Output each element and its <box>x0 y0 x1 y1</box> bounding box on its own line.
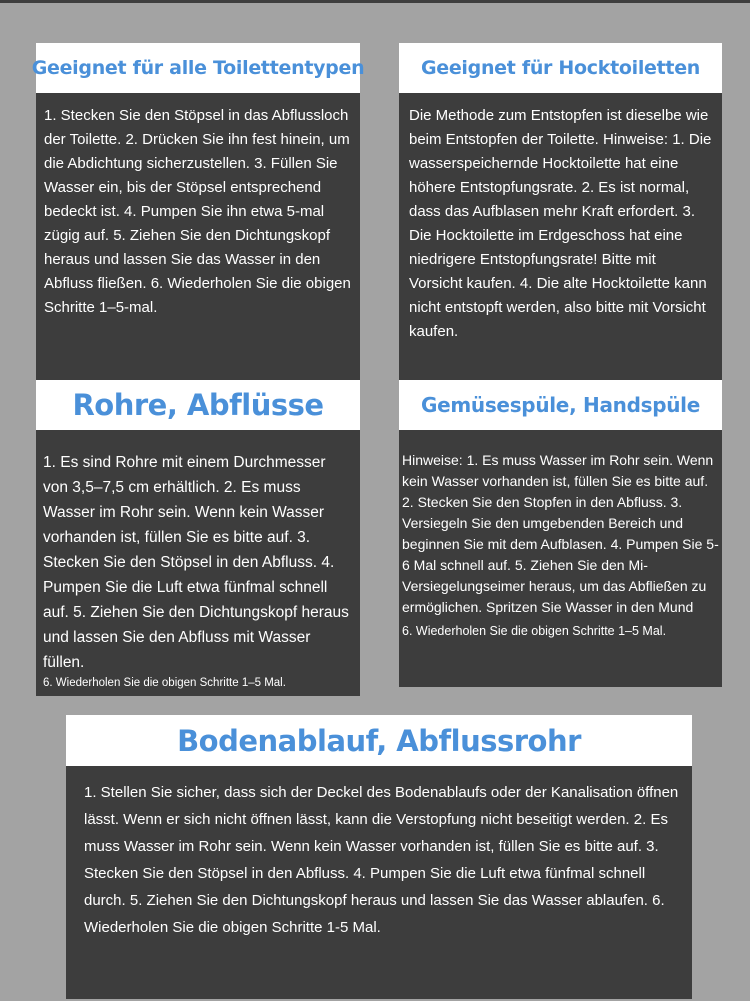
card-instructions: Hinweise: 1. Es muss Wasser im Rohr sein. Wenn kein Wasser vorhanden ist, füllen Sie es bitte auf. 2. Stecken Sie den Stopfen in den Abfluss. 3. Versiegeln Sie den umgebenden Bereich und beginnen Sie mit dem Aufblasen. 4. Pumpen Sie 5-6 Mal schnell auf. 5. Ziehen Sie den Mi-Versiegelungseimer heraus, um das Abfließen zu ermöglichen. Spritzen Sie Wasser in den Mund <box>402 452 719 615</box>
card-body <box>399 430 722 687</box>
card-title: Rohre, Abflüsse <box>36 380 360 430</box>
card-instructions: Die Methode zum Entstopfen ist dieselbe wie beim Entstopfen der Toilette. Hinweise: 1. Die wasserspeichernde Hocktoilette hat eine höhere Entstopfungsrate. 2. Es ist normal, dass das Aufblasen mehr Kraft erfordert. 3. Die Hocktoilette im Erdgeschoss hat eine niedrigere Entstopfungsrate! Bitte mit Vorsicht kaufen. 4. Die alte Hocktoilette kann nicht entstopft werden, also bitte mit Vorsicht kaufen. <box>409 107 712 340</box>
card-instructions: 1. Stecken Sie den Stöpsel in das Abflussloch der Toilette. 2. Drücken Sie ihn fest hinein, um die Abdichtung sicherzustellen. 3. Füllen Sie Wasser ein, bis der Stöpsel entsprechend bedeckt ist. 4. Pumpen Sie ihn etwa 5-mal zügig auf. 5. Ziehen Sie den Dichtungskopf heraus und lassen Sie das Wasser in den Abfluss fließen. 6. Wiederholen Sie die obigen Schritte 1–5-mal. <box>44 107 351 316</box>
card-instructions: 1. Es sind Rohre mit einem Durchmesser von 3,5–7,5 cm erhältlich. 2. Es muss Wasser im Rohr sein. Wenn kein Wasser vorhanden ist, füllen Sie es bitte auf. 3. Stecken Sie den Stöpsel in den Abfluss. 4. Pumpen Sie die Luft etwa fünfmal schnell auf. 5. Ziehen Sie den Dichtungskopf heraus und lassen Sie den Abfluss mit Wasser füllen. <box>43 454 349 671</box>
card-footnote: 6. Wiederholen Sie die obigen Schritte 1–5 Mal. <box>43 677 286 689</box>
card-title: Geeignet für alle Toilettentypen <box>36 43 360 93</box>
card-body <box>66 766 692 999</box>
card-title: Gemüsespüle, Handspüle <box>399 380 722 430</box>
card-footnote: 6. Wiederholen Sie die obigen Schritte 1–5 Mal. <box>402 624 667 638</box>
card-title: Geeignet für Hocktoiletten <box>399 43 722 93</box>
card-body <box>36 430 360 696</box>
card-title: Bodenablauf, Abflussrohr <box>66 715 692 766</box>
card-body <box>399 93 722 401</box>
card-body <box>36 93 360 401</box>
card-instructions: 1. Stellen Sie sicher, dass sich der Deckel des Bodenablaufs oder der Kanalisation öffnen lässt. Wenn er sich nicht öffnen lässt, kann die Verstopfung nicht beseitigt werden. 2. Es muss Wasser im Rohr sein. Wenn kein Wasser vorhanden ist, füllen Sie es bitte auf. 3. Stecken Sie den Stöpsel in den Abfluss. 4. Pumpen Sie die Luft etwa fünfmal schnell durch. 5. Ziehen Sie den Dichtungskopf heraus und lassen Sie das Wasser ablaufen. 6. Wiederholen Sie die obigen Schritte 1-5 Mal. <box>84 784 679 936</box>
top-border-line <box>0 0 750 3</box>
